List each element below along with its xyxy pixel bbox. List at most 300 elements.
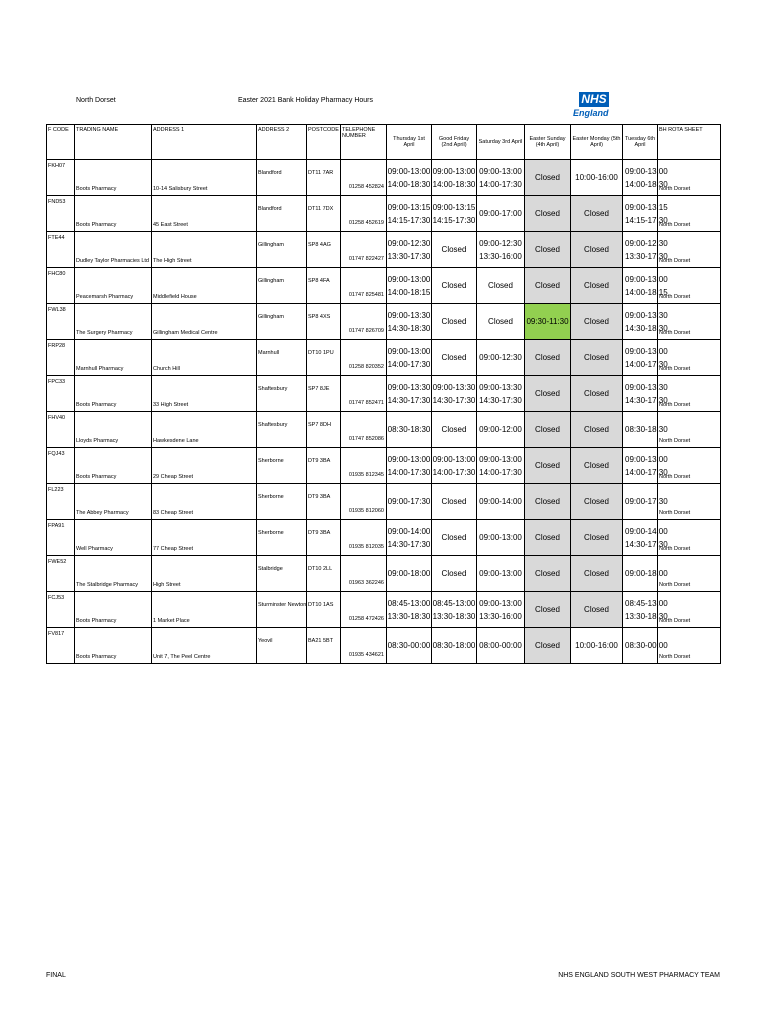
hours-line: 09:00-13:30 xyxy=(387,310,431,320)
address2-text: Blandford xyxy=(258,170,282,176)
hours-line: 09:00-13:00 xyxy=(625,274,668,284)
cell-easter-sunday xyxy=(525,628,571,664)
cell-tuesday xyxy=(623,196,668,232)
cell-easter-monday xyxy=(571,556,623,592)
hours-line: Closed xyxy=(488,281,513,290)
col-header-bh-rota: BH ROTA SHEET xyxy=(658,125,721,160)
cell-saturday xyxy=(477,340,525,376)
hours-block xyxy=(525,412,570,447)
cell-trading-name xyxy=(75,592,152,628)
trading-name-text: Well Pharmacy xyxy=(76,546,113,552)
cell-fcode xyxy=(47,592,75,628)
hours-line: Closed xyxy=(535,425,560,434)
hours-line: Closed xyxy=(535,605,560,614)
col-header-easter-sunday: Easter Sunday (4th April) xyxy=(525,125,571,160)
col-header-easter-monday: Easter Monday (5th April) xyxy=(571,125,623,160)
trading-name-text: Boots Pharmacy xyxy=(76,474,117,480)
cell-postcode xyxy=(307,160,341,196)
postcode-text: BA21 5BT xyxy=(308,638,334,644)
postcode-text: DT9 3BA xyxy=(308,494,331,500)
cell-saturday xyxy=(477,160,525,196)
cell-thursday xyxy=(387,592,432,628)
table-row xyxy=(47,160,721,196)
hours-line: Closed xyxy=(584,425,609,434)
hours-line: 09:00-14:00 xyxy=(479,497,522,506)
cell-easter-sunday xyxy=(525,520,571,556)
cell-tuesday xyxy=(623,484,668,520)
hours-block xyxy=(477,556,524,591)
hours-line: Closed xyxy=(441,425,467,434)
hours-block xyxy=(387,556,431,591)
address2-text: Marnhull xyxy=(258,350,280,356)
hours-block xyxy=(477,448,524,483)
address1-text: Church Hill xyxy=(153,366,180,372)
hours-line: 09:00-12:30 xyxy=(387,238,431,248)
cell-telephone xyxy=(341,592,387,628)
cell-saturday xyxy=(477,628,525,664)
hours-block xyxy=(571,412,622,447)
cell-easter-monday xyxy=(571,520,623,556)
rota-text: North Dorset xyxy=(659,258,691,264)
cell-address1 xyxy=(152,340,257,376)
hours-line: 09:00-17:30 xyxy=(625,497,668,506)
cell-saturday xyxy=(477,232,525,268)
hours-block xyxy=(387,304,431,339)
cell-easter-sunday xyxy=(525,556,571,592)
hours-block xyxy=(477,340,524,375)
header-row xyxy=(47,125,721,160)
cell-thursday xyxy=(387,304,432,340)
postcode-text: DT9 3BA xyxy=(308,530,331,536)
cell-trading-name xyxy=(75,628,152,664)
cell-telephone xyxy=(341,484,387,520)
trading-name-text: The Stalbridge Pharmacy xyxy=(76,582,139,588)
telephone-text: 01935 812345 xyxy=(348,472,384,478)
col-header-trading-name: TRADING NAME xyxy=(75,125,152,160)
hours-line: 08:30-00:00 xyxy=(387,641,431,650)
cell-bh-rota xyxy=(658,628,721,664)
trading-name-text: Boots Pharmacy xyxy=(76,654,117,660)
hours-block xyxy=(625,304,668,339)
hours-line: 09:00-13:30 xyxy=(432,382,476,392)
table-row xyxy=(47,592,721,628)
cell-telephone xyxy=(341,160,387,196)
hours-block xyxy=(625,160,668,195)
cell-telephone xyxy=(341,376,387,412)
fcode-text: FTE44 xyxy=(48,235,65,241)
cell-address2 xyxy=(257,196,307,232)
hours-block xyxy=(571,196,622,231)
table-row xyxy=(47,412,721,448)
table-row xyxy=(47,304,721,340)
address2-text: Shaftesbury xyxy=(258,386,288,392)
cell-telephone xyxy=(341,268,387,304)
fcode-text: FL223 xyxy=(48,487,64,493)
hours-line: 14:30-17:30 xyxy=(625,395,668,405)
hours-block xyxy=(525,340,570,375)
hours-line: 08:30-18:00 xyxy=(432,641,476,650)
postcode-text: DT10 2LL xyxy=(308,566,333,572)
hours-line: 14:00-17:30 xyxy=(625,359,668,369)
address2-text: Yeovil xyxy=(258,638,273,644)
fcode-text: FPC33 xyxy=(48,379,66,385)
hours-line: Closed xyxy=(584,461,609,470)
cell-thursday xyxy=(387,556,432,592)
fcode-text: FHC80 xyxy=(48,271,66,277)
pharmacy-hours-table xyxy=(46,124,721,664)
hours-line: Closed xyxy=(535,641,560,650)
trading-name-text: Boots Pharmacy xyxy=(76,618,117,624)
hours-line: 10:00-16:00 xyxy=(575,173,618,182)
cell-easter-monday xyxy=(571,412,623,448)
telephone-text: 01258 472426 xyxy=(348,616,384,622)
cell-bh-rota xyxy=(658,448,721,484)
hours-line: 09:00-13:00 xyxy=(479,569,522,578)
hours-line: Closed xyxy=(584,569,609,578)
cell-fcode xyxy=(47,628,75,664)
rota-text: North Dorset xyxy=(659,222,691,228)
telephone-text: 01258 452824 xyxy=(348,184,384,190)
cell-good-friday xyxy=(432,376,477,412)
cell-address1 xyxy=(152,196,257,232)
cell-address1 xyxy=(152,376,257,412)
hours-block xyxy=(477,520,524,555)
rota-text: North Dorset xyxy=(659,654,691,660)
address2-text: Sherborne xyxy=(258,530,284,536)
cell-saturday xyxy=(477,196,525,232)
hours-block xyxy=(477,592,524,627)
hours-line: 13:30-18:30 xyxy=(387,611,431,621)
cell-postcode xyxy=(307,412,341,448)
cell-trading-name xyxy=(75,340,152,376)
cell-easter-monday xyxy=(571,160,623,196)
address1-text: 83 Cheap Street xyxy=(153,510,194,516)
cell-saturday xyxy=(477,520,525,556)
hours-line: 09:00-14:00 xyxy=(387,526,431,536)
table-body xyxy=(47,160,721,664)
postcode-text: DT11 7AR xyxy=(308,170,334,176)
hours-block xyxy=(625,196,668,231)
cell-postcode xyxy=(307,196,341,232)
cell-trading-name xyxy=(75,448,152,484)
hours-block xyxy=(477,160,524,195)
cell-postcode xyxy=(307,376,341,412)
table-row xyxy=(47,556,721,592)
hours-block xyxy=(525,628,570,663)
hours-line: Closed xyxy=(441,533,467,542)
cell-bh-rota xyxy=(658,412,721,448)
cell-easter-sunday xyxy=(525,484,571,520)
hours-line: 09:00-13:00 xyxy=(387,166,431,176)
cell-good-friday xyxy=(432,484,477,520)
rota-text: North Dorset xyxy=(659,438,691,444)
cell-saturday xyxy=(477,376,525,412)
table-row xyxy=(47,376,721,412)
cell-thursday xyxy=(387,520,432,556)
hours-line: 14:00-17:30 xyxy=(387,467,431,477)
hours-block xyxy=(571,304,622,339)
hours-block xyxy=(525,448,570,483)
hours-block xyxy=(432,484,476,519)
hours-block xyxy=(571,592,622,627)
cell-bh-rota xyxy=(658,484,721,520)
hours-line: 09:00-13:30 xyxy=(625,382,668,392)
hours-line: Closed xyxy=(441,353,467,362)
hours-block xyxy=(525,268,570,303)
footer-status: FINAL xyxy=(46,972,66,979)
fcode-text: FWE52 xyxy=(48,559,67,565)
hours-line: 09:00-13:30 xyxy=(387,382,431,392)
cell-trading-name xyxy=(75,520,152,556)
rota-text: North Dorset xyxy=(659,618,691,624)
hours-line: 08:30-18:30 xyxy=(387,425,431,434)
cell-easter-monday xyxy=(571,592,623,628)
cell-postcode xyxy=(307,520,341,556)
postcode-text: SP8 4XS xyxy=(308,314,331,320)
table-row xyxy=(47,484,721,520)
cell-good-friday xyxy=(432,340,477,376)
cell-easter-monday xyxy=(571,304,623,340)
cell-postcode xyxy=(307,268,341,304)
postcode-text: DT11 7DX xyxy=(308,206,334,212)
hours-line: Closed xyxy=(584,497,609,506)
postcode-text: SP7 8JE xyxy=(308,386,330,392)
cell-thursday xyxy=(387,340,432,376)
telephone-text: 01747 826709 xyxy=(348,328,384,334)
hours-line: 14:00-18:30 xyxy=(625,179,668,189)
hours-block xyxy=(525,520,570,555)
address1-text: Gillingham Medical Centre xyxy=(153,330,218,336)
cell-tuesday xyxy=(623,232,668,268)
cell-good-friday xyxy=(432,304,477,340)
hours-line: Closed xyxy=(441,569,467,578)
cell-easter-monday xyxy=(571,340,623,376)
address1-text: 29 Cheap Street xyxy=(153,474,194,480)
hours-block xyxy=(432,412,476,447)
postcode-text: DT10 1AS xyxy=(308,602,334,608)
hours-block xyxy=(625,484,668,519)
hours-line: 13:30-17:30 xyxy=(387,251,431,261)
cell-good-friday xyxy=(432,196,477,232)
cell-address2 xyxy=(257,232,307,268)
cell-trading-name xyxy=(75,268,152,304)
cell-easter-sunday xyxy=(525,448,571,484)
hours-line: 13:30-18:30 xyxy=(625,611,668,621)
address2-text: Gillingham xyxy=(258,278,284,284)
hours-block xyxy=(387,412,431,447)
hours-line: 14:00-17:30 xyxy=(479,467,522,477)
cell-bh-rota xyxy=(658,268,721,304)
nhs-logo-icon: NHS xyxy=(579,92,609,107)
col-header-fcode: F CODE xyxy=(47,125,75,160)
cell-bh-rota xyxy=(658,592,721,628)
hours-line: 09:00-18:00 xyxy=(625,569,668,578)
hours-block xyxy=(387,232,431,267)
hours-line: 14:00-17:30 xyxy=(387,359,431,369)
hours-block xyxy=(477,484,524,519)
hours-block xyxy=(432,268,476,303)
rota-text: North Dorset xyxy=(659,546,691,552)
hours-line: 09:00-13:00 xyxy=(479,454,522,464)
address2-text: Shaftesbury xyxy=(258,422,288,428)
cell-address1 xyxy=(152,484,257,520)
hours-line: 09:00-13:00 xyxy=(479,598,522,608)
hours-block xyxy=(387,484,431,519)
hours-line: 14:00-18:30 xyxy=(387,179,431,189)
cell-good-friday xyxy=(432,628,477,664)
hours-line: 09:00-13:00 xyxy=(387,454,431,464)
hours-line: 14:15-17:30 xyxy=(432,215,476,225)
hours-line: Closed xyxy=(535,389,560,398)
hours-line: Closed xyxy=(441,245,467,254)
postcode-text: SP8 4FA xyxy=(308,278,330,284)
cell-telephone xyxy=(341,448,387,484)
hours-block xyxy=(432,520,476,555)
table-row xyxy=(47,520,721,556)
telephone-text: 01747 852471 xyxy=(348,400,384,406)
cell-tuesday xyxy=(623,556,668,592)
hours-block xyxy=(571,232,622,267)
cell-bh-rota xyxy=(658,376,721,412)
hours-line: Closed xyxy=(441,317,467,326)
cell-trading-name xyxy=(75,484,152,520)
fcode-text: FHV40 xyxy=(48,415,66,421)
trading-name-text: Marnhull Pharmacy xyxy=(76,366,124,372)
cell-address2 xyxy=(257,628,307,664)
hours-block xyxy=(625,412,668,447)
hours-block xyxy=(525,196,570,231)
cell-bh-rota xyxy=(658,160,721,196)
document-title: Easter 2021 Bank Holiday Pharmacy Hours xyxy=(238,97,374,104)
cell-postcode xyxy=(307,232,341,268)
table-row xyxy=(47,628,721,664)
hours-block xyxy=(432,232,476,267)
hours-line: Closed xyxy=(584,209,609,218)
cell-telephone xyxy=(341,304,387,340)
address1-text: 10-14 Salisbury Street xyxy=(153,186,208,192)
cell-saturday xyxy=(477,556,525,592)
cell-fcode xyxy=(47,340,75,376)
hours-line: 14:00-17:30 xyxy=(625,467,668,477)
cell-tuesday xyxy=(623,160,668,196)
cell-bh-rota xyxy=(658,196,721,232)
hours-block xyxy=(387,268,431,303)
cell-address1 xyxy=(152,160,257,196)
hours-block xyxy=(571,556,622,591)
hours-block xyxy=(525,556,570,591)
cell-address1 xyxy=(152,268,257,304)
table-row xyxy=(47,448,721,484)
cell-tuesday xyxy=(623,376,668,412)
cell-good-friday xyxy=(432,592,477,628)
cell-trading-name xyxy=(75,196,152,232)
hours-block xyxy=(625,376,668,411)
cell-easter-monday xyxy=(571,268,623,304)
rota-text: North Dorset xyxy=(659,366,691,372)
hours-block xyxy=(387,340,431,375)
address2-text: Stalbridge xyxy=(258,566,283,572)
cell-tuesday xyxy=(623,304,668,340)
cell-good-friday xyxy=(432,160,477,196)
col-header-tuesday: Tuesday 6th April xyxy=(623,125,658,160)
cell-fcode xyxy=(47,484,75,520)
hours-line: Closed xyxy=(584,605,609,614)
cell-fcode xyxy=(47,448,75,484)
cell-good-friday xyxy=(432,268,477,304)
cell-postcode xyxy=(307,340,341,376)
table-row xyxy=(47,196,721,232)
hours-block xyxy=(625,556,668,591)
hours-block xyxy=(477,268,524,303)
cell-thursday xyxy=(387,268,432,304)
hours-line: 08:45-13:00 xyxy=(387,598,431,608)
postcode-text: DT10 1PU xyxy=(308,350,334,356)
telephone-text: 01747 852086 xyxy=(348,436,384,442)
telephone-text: 01747 825481 xyxy=(348,292,384,298)
hours-line: 14:00-18:15 xyxy=(625,287,668,297)
cell-address1 xyxy=(152,556,257,592)
hours-block xyxy=(525,304,570,339)
hours-line: Closed xyxy=(535,245,560,254)
cell-fcode xyxy=(47,160,75,196)
cell-telephone xyxy=(341,520,387,556)
hours-block xyxy=(477,412,524,447)
hours-block xyxy=(432,340,476,375)
cell-good-friday xyxy=(432,520,477,556)
cell-saturday xyxy=(477,484,525,520)
col-header-saturday: Saturday 3rd April xyxy=(477,125,525,160)
hours-line: Closed xyxy=(584,317,609,326)
address2-text: Sturminster Newton xyxy=(258,602,307,608)
hours-line: 09:00-13:30 xyxy=(625,310,668,320)
cell-address1 xyxy=(152,520,257,556)
cell-easter-monday xyxy=(571,484,623,520)
hours-line: 09:00-12:30 xyxy=(479,353,522,362)
cell-thursday xyxy=(387,448,432,484)
cell-thursday xyxy=(387,196,432,232)
hours-line: 14:30-17:30 xyxy=(432,395,476,405)
cell-trading-name xyxy=(75,160,152,196)
hours-line: 13:30-16:00 xyxy=(479,611,522,621)
hours-line: 09:00-13:15 xyxy=(625,202,668,212)
hours-line: Closed xyxy=(535,461,560,470)
hours-line: 09:00-13:00 xyxy=(625,346,668,356)
area-heading: North Dorset xyxy=(76,97,116,104)
cell-thursday xyxy=(387,628,432,664)
cell-saturday xyxy=(477,592,525,628)
cell-address2 xyxy=(257,376,307,412)
hours-block xyxy=(525,376,570,411)
address1-text: Hawkesdene Lane xyxy=(153,438,199,444)
telephone-text: 01963 362246 xyxy=(348,580,384,586)
address1-text: Unit 7, The Peel Centre xyxy=(153,654,211,660)
hours-line: 09:00-13:00 xyxy=(625,454,668,464)
col-header-postcode: POSTCODE xyxy=(307,125,341,160)
cell-telephone xyxy=(341,556,387,592)
cell-easter-sunday xyxy=(525,376,571,412)
cell-postcode xyxy=(307,484,341,520)
nhs-england-logo xyxy=(573,92,611,118)
cell-easter-sunday xyxy=(525,304,571,340)
cell-address1 xyxy=(152,232,257,268)
address2-text: Gillingham xyxy=(258,242,284,248)
hours-block xyxy=(477,304,524,339)
hours-line: Closed xyxy=(584,353,609,362)
address1-text: 1 Market Place xyxy=(153,618,190,624)
rota-text: North Dorset xyxy=(659,330,691,336)
hours-line: 09:00-13:00 xyxy=(432,166,476,176)
fcode-text: FWL38 xyxy=(48,307,66,313)
